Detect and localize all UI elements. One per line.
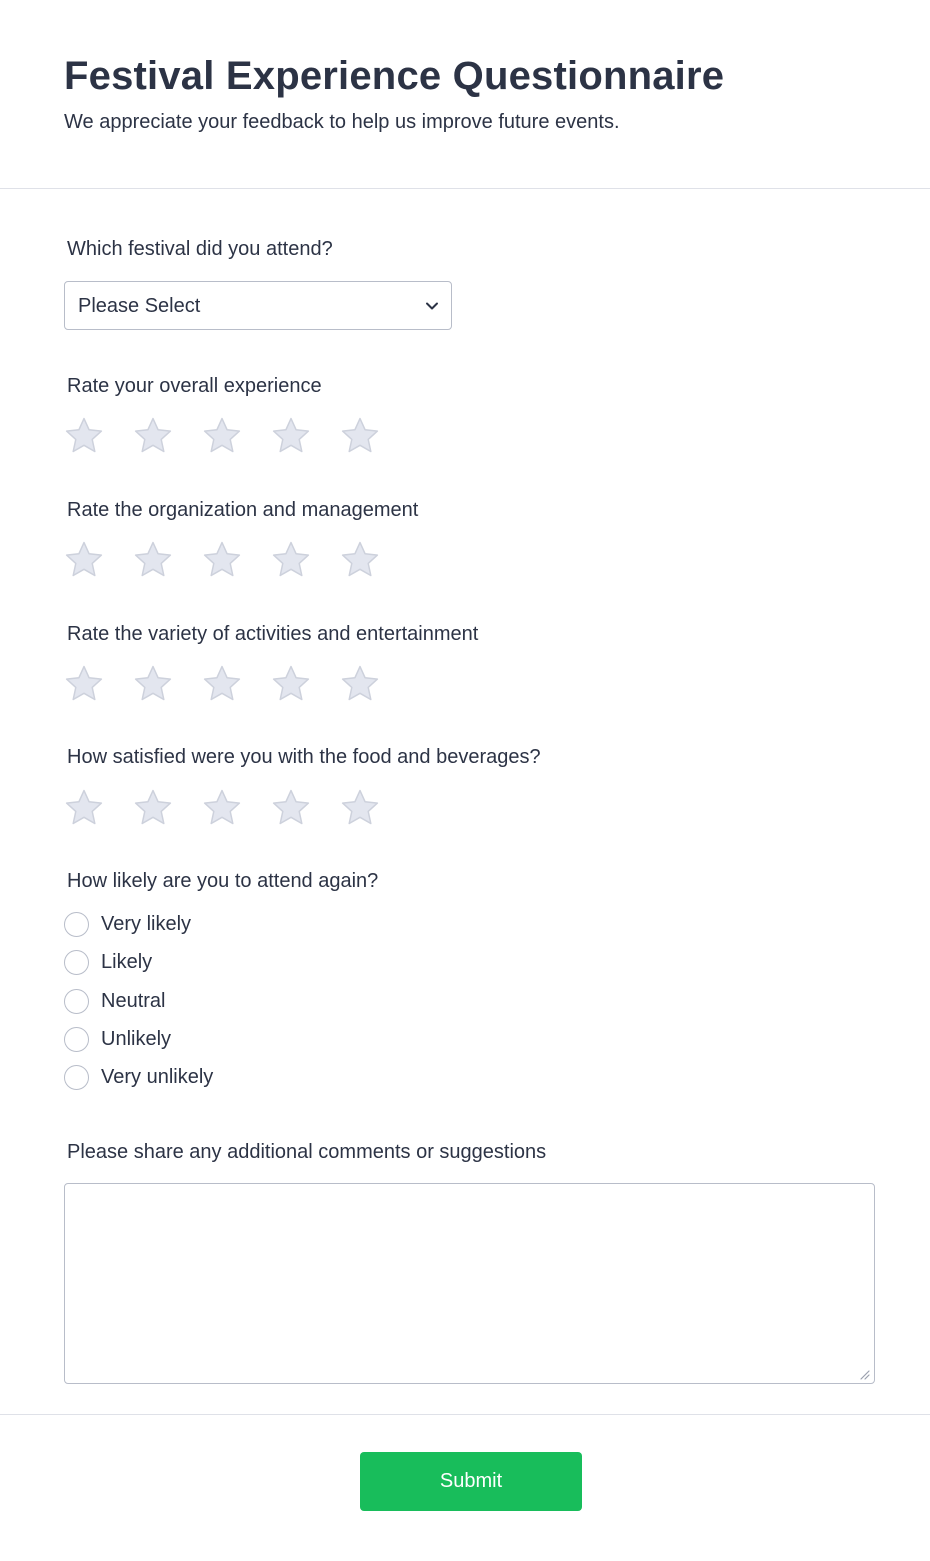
radio-option-very-likely[interactable] xyxy=(64,912,364,938)
chevron-down-icon xyxy=(425,299,439,313)
form-header xyxy=(0,0,930,189)
organization-rating-stars xyxy=(64,540,394,580)
organization-rating-label: Rate the organization and management xyxy=(67,499,419,521)
radio-option-label: Very unlikely xyxy=(101,1066,214,1088)
radio-option-label: Neutral xyxy=(101,990,166,1012)
comments-textarea[interactable] xyxy=(64,1183,875,1384)
radio-button[interactable] xyxy=(64,1065,89,1090)
comments-label: Please share any additional comments or suggestions xyxy=(67,1141,547,1163)
form-subtitle: We appreciate your feedback to help us improve future events. xyxy=(64,111,620,133)
radio-button[interactable] xyxy=(64,1027,89,1052)
form-title: Festival Experience Questionnaire xyxy=(64,54,725,98)
food-rating-label: How satisfied were you with the food and beverages? xyxy=(67,746,541,768)
variety-rating-label: Rate the variety of activities and entertainment xyxy=(67,623,479,645)
radio-option-label: Very likely xyxy=(101,913,192,935)
radio-option-unlikely[interactable] xyxy=(64,1027,364,1053)
food-rating-stars xyxy=(64,788,394,828)
variety-rating-stars xyxy=(64,664,394,704)
radio-option-likely[interactable] xyxy=(64,950,364,976)
radio-button[interactable] xyxy=(64,912,89,937)
star-icon[interactable] xyxy=(64,540,104,580)
star-icon[interactable] xyxy=(133,788,173,828)
festival-question-label: Which festival did you attend? xyxy=(67,238,333,260)
radio-option-very-unlikely[interactable] xyxy=(64,1065,364,1091)
radio-option-label: Likely xyxy=(101,951,153,973)
attend-again-label: How likely are you to attend again? xyxy=(67,870,379,892)
star-icon[interactable] xyxy=(133,540,173,580)
star-icon[interactable] xyxy=(202,416,242,456)
star-icon[interactable] xyxy=(133,664,173,704)
festival-select[interactable] xyxy=(64,281,452,330)
radio-option-neutral[interactable] xyxy=(64,989,364,1015)
submit-button[interactable]: Submit xyxy=(360,1452,582,1511)
star-icon[interactable] xyxy=(133,416,173,456)
radio-button[interactable] xyxy=(64,989,89,1014)
radio-button[interactable] xyxy=(64,950,89,975)
overall-rating-label: Rate your overall experience xyxy=(67,375,322,397)
star-icon[interactable] xyxy=(340,788,380,828)
overall-rating-stars xyxy=(64,416,394,456)
star-icon[interactable] xyxy=(340,416,380,456)
star-icon[interactable] xyxy=(64,416,104,456)
star-icon[interactable] xyxy=(271,788,311,828)
festival-select-value: Please Select xyxy=(78,295,201,317)
radio-option-label: Unlikely xyxy=(101,1028,172,1050)
star-icon[interactable] xyxy=(202,540,242,580)
star-icon[interactable] xyxy=(340,540,380,580)
star-icon[interactable] xyxy=(202,664,242,704)
star-icon[interactable] xyxy=(340,664,380,704)
star-icon[interactable] xyxy=(64,664,104,704)
star-icon[interactable] xyxy=(64,788,104,828)
resize-handle-icon[interactable] xyxy=(858,1367,870,1379)
star-icon[interactable] xyxy=(271,664,311,704)
star-icon[interactable] xyxy=(271,416,311,456)
star-icon[interactable] xyxy=(202,788,242,828)
star-icon[interactable] xyxy=(271,540,311,580)
